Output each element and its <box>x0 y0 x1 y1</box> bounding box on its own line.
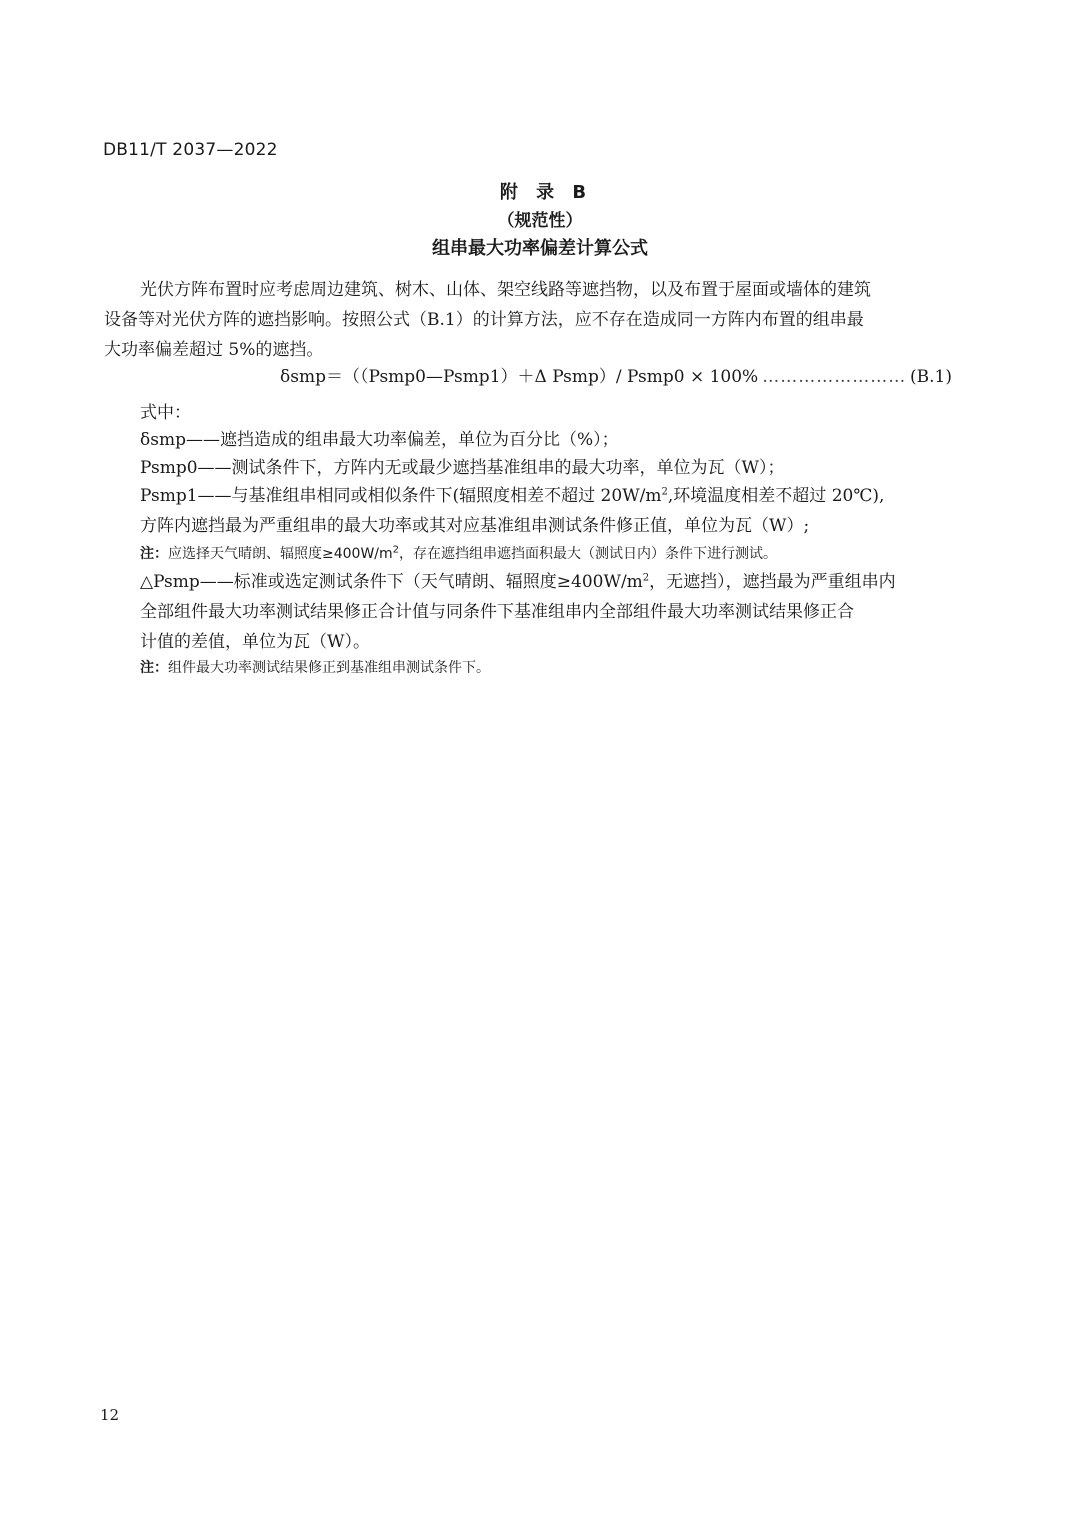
definition-psmp1-line-2: 方阵内遮挡最为严重组串的最大功率或其对应基准组串测试条件修正值，单位为瓦（W）; <box>140 516 810 536</box>
definition-delta-psmp-line-2: 全部组件最大功率测试结果修正合计值与同条件下基准组串内全部组件最大功率测试结果修正合 <box>140 602 854 622</box>
definition-delta-psmp-text-a: △Psmp——标准或选定测试条件下（天气晴朗、辐照度≥400W/m <box>140 572 643 592</box>
definition-psmp1 <box>140 481 960 541</box>
appendix-heading: 组串最大功率偏差计算公式 <box>432 238 648 259</box>
formula-b1 <box>280 362 952 387</box>
note-1-text-b: ，存在遮挡组串遮挡面积最大（测试日内）条件下进行测试。 <box>399 546 778 562</box>
definition-psmp1-text-b: ,环境温度相差不超过 20℃), <box>667 486 885 506</box>
note-1 <box>140 543 777 563</box>
document-code: DB11/T 2037—2022 <box>103 140 278 160</box>
definition-delta-psmp <box>140 567 960 657</box>
formula-leader-dots: …………………… <box>762 367 907 387</box>
definition-psmp1-text-a: Psmp1——与基准组串相同或相似条件下(辐照度相差不超过 20W/m <box>140 486 662 506</box>
definition-delta-psmp-text-b: ，无遮挡），遮挡最为严重组串内 <box>649 572 896 592</box>
where-label: 式中： <box>140 403 191 423</box>
note-label: 注： <box>140 660 168 676</box>
note-label: 注： <box>140 546 168 562</box>
note-2 <box>140 657 490 677</box>
intro-paragraph <box>104 275 956 365</box>
definition-delta-psmp-line-1 <box>140 572 896 592</box>
note-1-text-a: 应选择天气晴朗、辐照度≥400W/m <box>168 546 393 562</box>
formula-expression: δsmp＝（（Psmp0—Psmp1）＋Δ Psmp）/ Psmp0 × 100% <box>280 367 759 387</box>
definition-delta-psmp-line-3: 计值的差值，单位为瓦（W）。 <box>140 632 370 652</box>
definition-psmp0: Psmp0——测试条件下，方阵内无或最少遮挡基准组串的最大功率，单位为瓦（W）； <box>140 458 785 478</box>
definition-delta-smp: δsmp——遮挡造成的组串最大功率偏差，单位为百分比（%）； <box>140 430 619 450</box>
superscript-2: 2 <box>642 572 650 584</box>
superscript-2: 2 <box>661 486 668 498</box>
note-2-text: 组件最大功率测试结果修正到基准组串测试条件下。 <box>168 660 490 676</box>
superscript-2: 2 <box>392 544 400 556</box>
intro-line-3: 大功率偏差超过 5%的遮挡。 <box>104 340 324 360</box>
formula-number: (B.1) <box>910 367 952 387</box>
intro-line-2: 设备等对光伏方阵的遮挡影响。按照公式（B.1）的计算方法，应不存在造成同一方阵内布置的组串最 <box>104 310 864 330</box>
appendix-nature: （规范性） <box>497 211 583 231</box>
definition-psmp1-line-1 <box>140 486 884 506</box>
appendix-title: 附 录 B <box>499 182 593 203</box>
intro-line-1: 光伏方阵布置时应考虑周边建筑、树木、山体、架空线路等遮挡物，以及布置于屋面或墙体的建筑 <box>140 280 871 300</box>
page-number: 12 <box>100 1406 120 1424</box>
